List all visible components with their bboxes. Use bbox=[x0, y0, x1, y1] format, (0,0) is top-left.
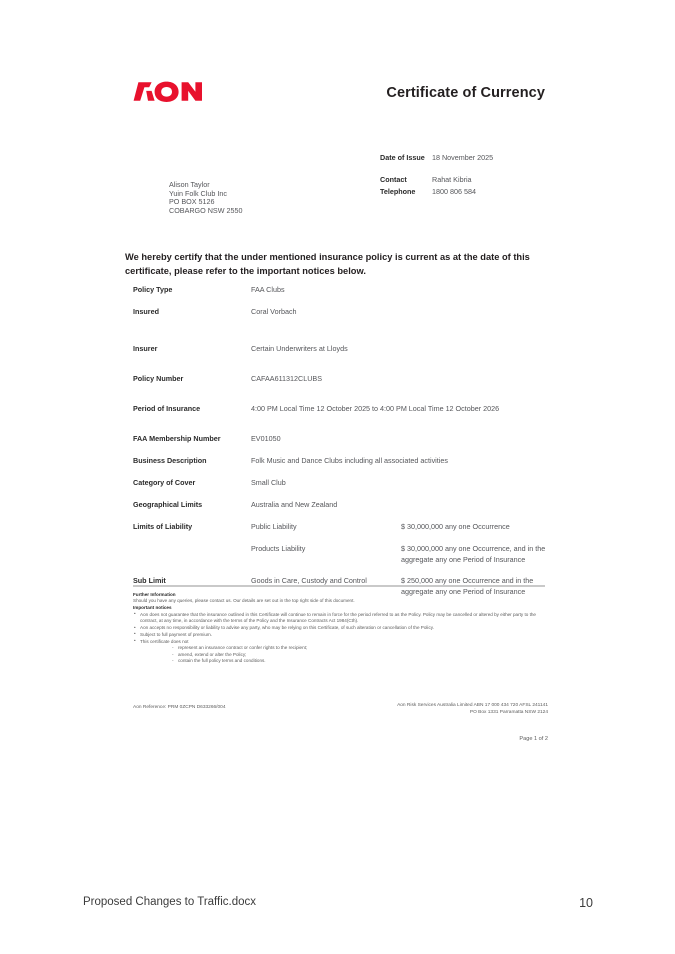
limit-amount: $ 30,000,000 any one Occurrence, and in the aggregate any one Period of Insurance bbox=[401, 544, 546, 564]
detail-row-period-of-insurance bbox=[133, 404, 553, 415]
detail-label: Insurer bbox=[133, 344, 158, 353]
row-spacer bbox=[133, 318, 553, 344]
detail-value: Small Club bbox=[251, 478, 286, 487]
sub-limit-cover-type: Goods in Care, Custody and Control bbox=[251, 576, 367, 585]
document-footer bbox=[0, 896, 675, 916]
notice-sub-bullet: - contain the full policy terms and conditions. bbox=[133, 658, 548, 664]
certificate-title: Certificate of Currency bbox=[386, 85, 545, 101]
issue-detail-row bbox=[380, 174, 550, 185]
detail-row-insurer bbox=[133, 344, 553, 355]
detail-value: Coral Vorbach bbox=[251, 307, 297, 316]
notice-sub-bullet: - amend, extend or alter the Policy; bbox=[133, 652, 548, 658]
row-spacer bbox=[133, 565, 553, 576]
section-divider bbox=[133, 585, 545, 587]
detail-label: Insured bbox=[133, 307, 159, 316]
notice-bullet: • This certificate does not bbox=[133, 639, 548, 645]
aon-reference: Aon Reference: PRM 0ZCPN D633266/004 bbox=[133, 705, 226, 710]
further-information-text: Should you have any queries, please contact us. Our details are set out in the top right side of this document. bbox=[133, 598, 355, 604]
notice-bullet: • Aon does not guarantee that the insurance outlined in this Certificate will continue to remain in force for the period referred to as the Policy. Policy may be cancelled or altered by either party to the contract, at any time, in accordance with the terms of the Policy and the Insurance Contracts Act 1984(Cth). bbox=[133, 612, 548, 625]
issue-detail-value: Rahat Kibria bbox=[432, 175, 472, 184]
detail-label: Category of Cover bbox=[133, 478, 196, 487]
issue-detail-value: 18 November 2025 bbox=[432, 153, 494, 162]
notice-bullet: • Subject to full payment of premium. bbox=[133, 632, 548, 638]
detail-value: Certain Underwriters at Lloyds bbox=[251, 344, 348, 353]
row-spacer bbox=[133, 511, 553, 522]
detail-value: 4:00 PM Local Time 12 October 2025 to 4:00 PM Local Time 12 October 2026 bbox=[251, 404, 500, 413]
issue-detail-label: Contact bbox=[380, 175, 407, 184]
addressee-line: Yuin Folk Club Inc bbox=[169, 188, 227, 198]
issue-detail-row bbox=[380, 186, 550, 197]
limit-cover-type: Products Liability bbox=[251, 544, 306, 553]
certificate-header bbox=[133, 78, 545, 114]
detail-row-insured bbox=[133, 307, 553, 318]
certify-statement: We hereby certify that the under mentioned insurance policy is current as at the date of this certificate, please refer to the important notices below. bbox=[125, 252, 530, 276]
detail-value: FAA Clubs bbox=[251, 285, 285, 294]
document-filename: Proposed Changes to Traffic.docx bbox=[83, 896, 257, 908]
detail-row-geographical-limits bbox=[133, 500, 553, 511]
further-information-heading: Further Information bbox=[133, 592, 176, 597]
policy-details-table bbox=[133, 285, 553, 597]
company-line: Aon Risk Services Australia Limited ABN 17 000 434 720 AFSL 241141 bbox=[397, 703, 548, 708]
sub-limit-amount: $ 250,000 any one Occurrence and in the aggregate any one Period of Insurance bbox=[401, 576, 534, 596]
detail-row-limits-of-liability bbox=[133, 522, 553, 533]
notice-bullet: • Aon accepts no responsibility or liability to advise any party, who may be relying on this Certificate, of such alteration or cancellation of the Policy. bbox=[133, 625, 548, 631]
row-spacer bbox=[133, 445, 553, 456]
issue-details bbox=[380, 152, 550, 198]
fine-print-section bbox=[133, 592, 548, 664]
detail-value: Australia and New Zealand bbox=[251, 500, 338, 509]
issue-detail-label: Date of Issue bbox=[380, 153, 425, 162]
aon-logo-icon bbox=[133, 78, 205, 108]
detail-row-policy-type bbox=[133, 285, 553, 296]
notice-sub-bullet: - represent an insurance contract or confer rights to the recipient; bbox=[133, 645, 548, 651]
detail-label: Policy Number bbox=[133, 374, 184, 383]
detail-row-business-description bbox=[133, 456, 553, 467]
detail-label: Period of Insurance bbox=[133, 404, 201, 413]
detail-label: Geographical Limits bbox=[133, 500, 203, 509]
addressee-block bbox=[169, 181, 243, 215]
detail-value: Folk Music and Dance Clubs including all associated activities bbox=[251, 456, 448, 465]
detail-value: EV01050 bbox=[251, 434, 281, 443]
addressee-line: Alison Taylor bbox=[169, 180, 210, 189]
row-spacer bbox=[133, 355, 553, 374]
addressee-line: COBARGO NSW 2550 bbox=[169, 205, 243, 215]
row-spacer bbox=[133, 415, 553, 434]
company-line: PO Box 1331 Parramatta NSW 2124 bbox=[469, 710, 548, 715]
certificate-page-indicator: Page 1 of 2 bbox=[519, 736, 548, 742]
row-spacer bbox=[133, 533, 553, 544]
limit-cover-type: Public Liability bbox=[251, 522, 297, 531]
aon-company-details bbox=[397, 702, 548, 716]
row-spacer bbox=[133, 489, 553, 500]
limit-amount: $ 30,000,000 any one Occurrence bbox=[401, 522, 510, 531]
row-spacer bbox=[133, 467, 553, 478]
detail-label: Business Description bbox=[133, 456, 207, 465]
addressee-line: PO BOX 5126 bbox=[169, 197, 215, 207]
row-spacer bbox=[133, 296, 553, 307]
detail-row-faa-membership-number bbox=[133, 434, 553, 445]
issue-detail-value: 1800 806 584 bbox=[432, 187, 476, 196]
row-spacer bbox=[133, 385, 553, 404]
detail-value: CAFAA611312CLUBS bbox=[251, 374, 322, 383]
detail-row-category-of-cover bbox=[133, 478, 553, 489]
issue-detail-label: Telephone bbox=[380, 187, 416, 196]
detail-label: Sub Limit bbox=[133, 576, 166, 585]
detail-label: Policy Type bbox=[133, 285, 173, 294]
document-page-number: 10 bbox=[579, 896, 593, 910]
important-notices-heading: Important notices bbox=[133, 604, 172, 610]
detail-label: Limits of Liability bbox=[133, 522, 193, 531]
detail-row-policy-number bbox=[133, 374, 553, 385]
detail-row-products-liability bbox=[133, 544, 553, 565]
issue-detail-row bbox=[380, 152, 550, 163]
detail-label: FAA Membership Number bbox=[133, 434, 221, 443]
